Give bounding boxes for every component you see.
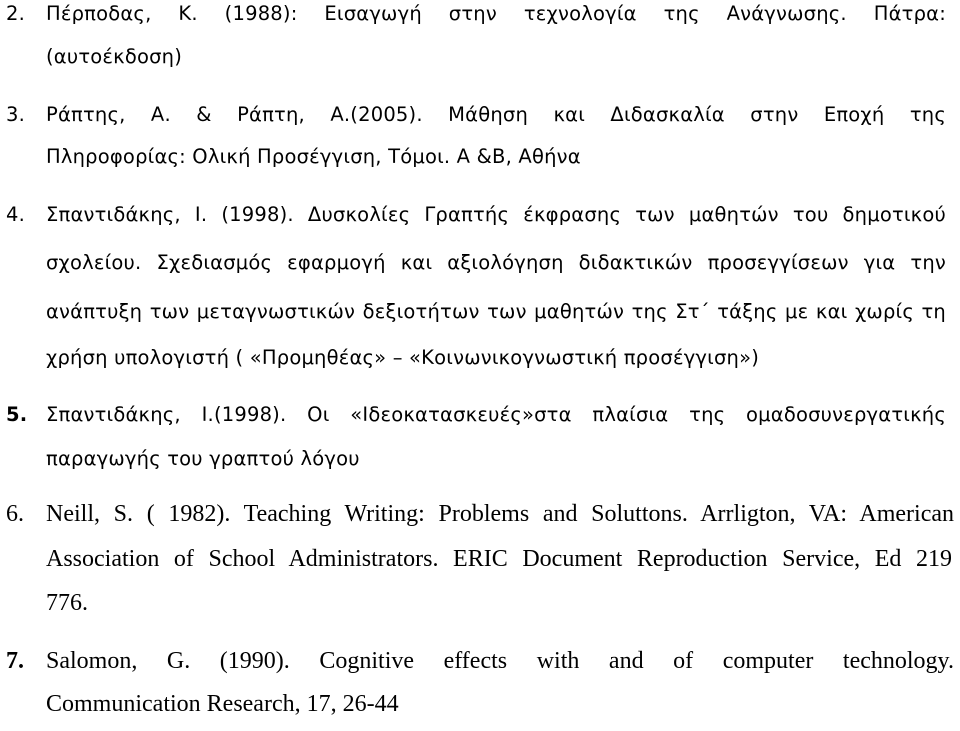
reference-7-line-1 [0, 648, 960, 688]
reference-4-line-1 [0, 203, 960, 243]
reference-6-line-1 [0, 501, 960, 541]
reference-4-text-line-3: ανάπτυξη των μεταγνωστικών δεξιοτήτων των μαθητών της Στ΄ τάξης με και χωρίς τη [46, 300, 946, 323]
reference-6-text-line-2: Association of School Administrators. ERIC Document Reproduction Service, Ed 219 [46, 546, 952, 572]
reference-2-text-line-1: Πέρποδας, Κ. (1988): Εισαγωγή στην τεχνολογία της Ανάγνωσης. Πάτρα: [46, 2, 946, 25]
reference-3-line-1 [0, 103, 960, 143]
reference-4-line-2 [0, 251, 960, 291]
reference-7-text-line-2: Communication Research, 17, 26-44 [46, 691, 399, 717]
reference-4-text-line-1: Σπαντιδάκης, Ι. (1998). Δυσκολίες Γραπτής έκφρασης των μαθητών του δημοτικού [46, 203, 946, 226]
reference-5-text-line-1: Σπαντιδάκης, Ι.(1998). Οι «Ιδεοκατασκευές»στα πλαίσια της ομαδοσυνεργατικής [46, 403, 946, 426]
reference-3-text-line-2: Πληροφορίας: Ολική Προσέγγιση, Τόμοι. Α &Β, Αθήνα [46, 145, 581, 168]
reference-6-line-3 [0, 590, 960, 630]
reference-6-text-line-1: Neill, S. ( 1982). Teaching Writing: Problems and Soluttons. Arrligton, VA: American [46, 501, 954, 527]
reference-7-number: 7. [6, 648, 24, 674]
reference-2-line-1 [0, 2, 960, 42]
reference-5-line-2 [0, 447, 960, 487]
reference-5-number: 5. [6, 403, 28, 426]
reference-2-line-2 [0, 45, 960, 85]
reference-6-number: 6. [6, 501, 24, 527]
reference-4-text-line-2: σχολείου. Σχεδιασμός εφαρμογή και αξιολόγηση διδακτικών προσεγγίσεων για την [46, 251, 946, 274]
reference-7-line-2 [0, 691, 960, 731]
reference-5-line-1 [0, 403, 960, 443]
reference-4-text-line-4: χρήση υπολογιστή ( «Προμηθέας» – «Κοινωνικογνωστική προσέγγιση») [46, 346, 760, 369]
reference-3-number: 3. [6, 103, 26, 126]
reference-2-number: 2. [6, 2, 26, 25]
reference-2-text-line-2: (αυτοέκδοση) [46, 45, 183, 68]
reference-6-text-line-3: 776. [46, 590, 88, 616]
reference-4-line-4 [0, 346, 960, 386]
reference-7-text-line-1: Salomon, G. (1990). Cognitive effects with and of computer technology. [46, 648, 954, 674]
reference-4-line-3 [0, 300, 960, 340]
reference-4-number: 4. [6, 203, 26, 226]
reference-5-text-line-2: παραγωγής του γραπτού λόγου [46, 447, 360, 470]
reference-3-text-line-1: Ράπτης, Α. & Ράπτη, Α.(2005). Μάθηση και Διδασκαλία στην Εποχή της [46, 103, 946, 126]
reference-6-line-2 [0, 546, 960, 586]
reference-3-line-2 [0, 145, 960, 185]
